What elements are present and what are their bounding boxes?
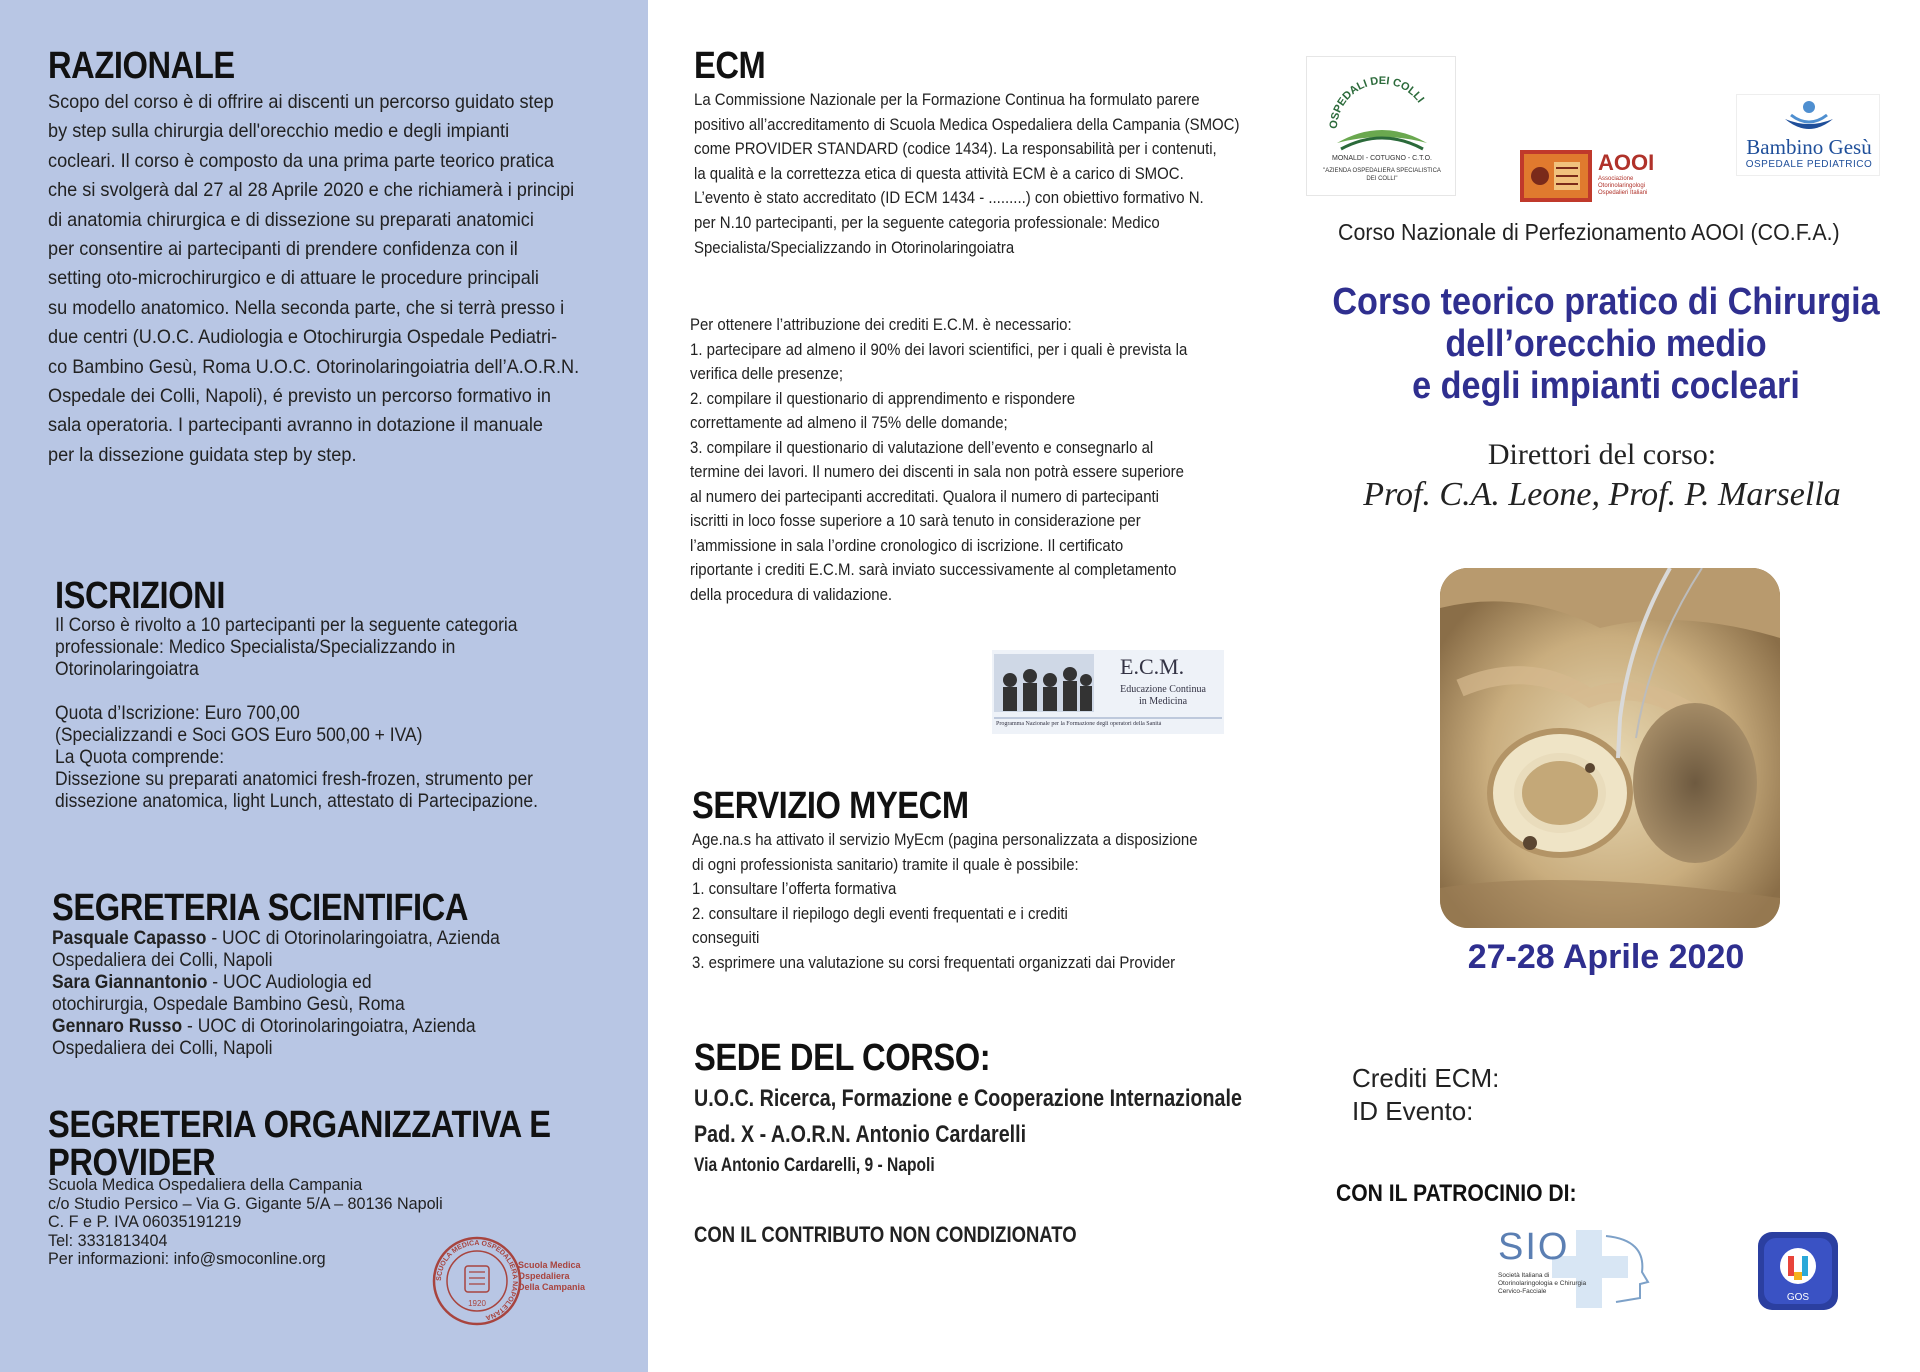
segreteria-organizzativa-heading xyxy=(48,1106,551,1182)
person-affiliation-cont: Ospedaliera dei Colli, Napoli xyxy=(52,1038,273,1059)
aooi-sub: Associazione Otorinolaringologi Ospedalieri Italiani xyxy=(1598,176,1648,196)
myecm-line: conseguiti xyxy=(692,928,760,947)
ecm-req-line: iscritti in loco fosse superiore a 10 sarà tenuto in considerazione per xyxy=(690,511,1141,530)
seal-text-line: Ospedaliera xyxy=(518,1271,570,1281)
person-name: Sara Giannantonio xyxy=(52,972,208,993)
ecm-logo-sub xyxy=(1108,684,1218,708)
course-title xyxy=(1292,281,1920,407)
iscrizioni-line xyxy=(55,681,570,703)
ospedali-dei-colli-logo xyxy=(1306,56,1456,196)
person-affiliation-cont: Ospedaliera dei Colli, Napoli xyxy=(52,950,273,971)
ecm-body xyxy=(694,88,1264,260)
bambino-gesu-sub: OSPEDALE PEDIATRICO xyxy=(1745,159,1873,170)
bambino-gesu-emblem-icon xyxy=(1783,99,1835,135)
iscrizioni-line: Il Corso è rivolto a 10 partecipanti per la seguente categoria xyxy=(55,615,518,636)
iscrizioni-line: Quota d’Iscrizione: Euro 700,00 xyxy=(55,703,300,724)
person-affiliation: - UOC di Otorinolaringoiatra, Azienda xyxy=(182,1016,476,1037)
bambino-gesu-logo xyxy=(1736,94,1880,176)
ecm-logo-sub2: in Medicina xyxy=(1138,696,1188,707)
id-evento-label: ID Evento: xyxy=(1352,1096,1474,1126)
iscrizioni-body xyxy=(55,615,615,813)
sede-line1: U.O.C. Ricerca, Formazione e Cooperazione Internazionale xyxy=(694,1085,1242,1112)
person-affiliation: - UOC Audiologia ed xyxy=(207,972,372,993)
crediti-label: Crediti ECM: xyxy=(1352,1063,1500,1093)
iscrizioni-line: Dissezione su preparati anatomici fresh-frozen, strumento per xyxy=(55,769,534,790)
seal-text-line: Della Campania xyxy=(518,1282,586,1292)
myecm-heading: SERVIZIO MYECM xyxy=(692,785,969,827)
myecm-line: di ogni professionista sanitario) tramite il quale è possibile: xyxy=(692,854,1079,874)
ecm-line: per N.10 partecipanti, per la seguente categoria professionale: Medico xyxy=(694,212,1160,232)
ecm-req-line: Per ottenere l’attribuzione dei crediti E.C.M. è necessario: xyxy=(690,315,1072,334)
razionale-line: setting oto-microchirurgico e di attuare le procedure principali xyxy=(48,267,539,290)
iscrizioni-line: Otorinolaringoiatra xyxy=(55,659,199,680)
ecm-req-line: 3. compilare il questionario di valutazione dell’evento e consegnarlo al xyxy=(690,437,1154,457)
organizzativa-line: c/o Studio Persico – Via G. Gigante 5/A – 80136 Napoli xyxy=(48,1193,443,1213)
ecm-heading: ECM xyxy=(694,45,766,87)
ecm-req-line: riportante i crediti E.C.M. sarà inviato successivamente al completamento xyxy=(690,560,1177,579)
ecm-logo-sub1: Educazione Continua xyxy=(1120,684,1206,695)
left-panel xyxy=(0,0,648,1372)
segreteria-organizzativa-heading-line1: SEGRETERIA ORGANIZZATIVA E xyxy=(48,1104,551,1146)
segreteria-organizzativa-heading-line2: PROVIDER xyxy=(48,1142,216,1184)
myecm-line: 3. esprimere una valutazione su corsi frequentati organizzati dai Provider xyxy=(692,952,1176,972)
razionale-line: per consentire ai partecipanti di prendere confidenza con il xyxy=(48,237,518,260)
ecm-line: la qualità e la correttezza etica di questa attività ECM è a carico di SMOC. xyxy=(694,163,1184,183)
person-row xyxy=(52,928,567,950)
razionale-heading: RAZIONALE xyxy=(48,45,235,87)
myecm-line: 2. consultare il riepilogo degli eventi frequentati e i crediti xyxy=(692,903,1068,923)
seal-text-line: Scuola Medica xyxy=(518,1260,581,1270)
ecm-line: La Commissione Nazionale per la Formazione Continua ha formulato parere xyxy=(694,90,1200,109)
razionale-body xyxy=(48,88,596,470)
directors-names: Prof. C.A. Leone, Prof. P. Marsella xyxy=(1363,476,1841,513)
smoc-seal-icon xyxy=(432,1236,522,1326)
course-title-line1: Corso teorico pratico di Chirurgia xyxy=(1332,281,1880,323)
razionale-line: cocleari. Il corso è composto da una prima parte teorico pratica xyxy=(48,149,555,172)
colli-desc: "AZIENDA OSPEDALIERA SPECIALISTICA DEI COLLI" xyxy=(1323,168,1441,182)
ecm-req-line: 1. partecipare ad almeno il 90% dei lavori scientifici, per i quali è prevista la xyxy=(690,339,1188,359)
iscrizioni-line: professionale: Medico Specialista/Specializzando in xyxy=(55,637,456,658)
course-title-line2: dell’orecchio medio xyxy=(1445,323,1767,365)
sede-line2: Pad. X - A.O.R.N. Antonio Cardarelli xyxy=(694,1121,1027,1148)
ecm-logo-title: E.C.M. xyxy=(1120,654,1185,679)
svg-text:SCUOLA MEDICA OSPEDALIERA NAPO xyxy=(436,1240,518,1321)
person-name: Pasquale Capasso xyxy=(52,928,207,949)
seal-label xyxy=(518,1260,585,1293)
aooi-emblem-icon xyxy=(1520,150,1592,202)
colli-sub: MONALDI - COTUGNO - C.T.O. xyxy=(1332,155,1432,162)
person-affiliation: - UOC di Otorinolaringoiatra, Azienda xyxy=(206,928,500,949)
razionale-line: by step sulla chirurgia dell'orecchio medio e degli impianti xyxy=(48,120,510,143)
organizzativa-line: Scuola Medica Ospedaliera della Campania xyxy=(48,1175,363,1194)
ecm-logo-foot: Programma Nazionale per la Formazione degli operatori della Sanità xyxy=(996,721,1162,727)
sio-logo xyxy=(1496,1226,1660,1312)
ecm-line: positivo all’accreditamento di Scuola Medica Ospedaliera della Campania (SMOC) xyxy=(694,114,1240,134)
patrocinio-label: CON IL PATROCINIO DI: xyxy=(1336,1180,1577,1207)
svg-text:OSPEDALI DEI COLLI xyxy=(1328,75,1426,129)
myecm-line: 1. consultare l’offerta formativa xyxy=(692,879,897,898)
razionale-line: che si svolgerà dal 27 al 28 Aprile 2020 e che richiamerà i principi xyxy=(48,179,575,202)
sio-sub: Società Italiana di Otorinolaringologia e Chirurgia Cervico-Facciale xyxy=(1498,1272,1587,1295)
ecm-line: L’evento è stato accreditato (ID ECM 1434 - .........) con obiettivo formativo N. xyxy=(694,188,1204,208)
organizzativa-line: Tel: 3331813404 xyxy=(48,1230,168,1250)
segreteria-scientifica-heading: SEGRETERIA SCIENTIFICA xyxy=(52,887,469,929)
person-affiliation-cont: otochirurgia, Ospedale Bambino Gesù, Roma xyxy=(52,994,405,1015)
gos-name: GOS xyxy=(1786,1292,1810,1303)
course-date: 27-28 Aprile 2020 xyxy=(1467,938,1745,976)
sede-address xyxy=(694,1081,1242,1179)
iscrizioni-heading: ISCRIZIONI xyxy=(55,575,226,617)
iscrizioni-line: (Specializzandi e Soci GOS Euro 500,00 + IVA) xyxy=(55,725,423,746)
seal-year: 1920 xyxy=(468,1299,486,1308)
ecm-req-line: termine dei lavori. Il numero dei discenti in sala non potrà essere superiore xyxy=(690,462,1184,481)
razionale-line: co Bambino Gesù, Roma U.O.C. Otorinolaringoiatria dell’A.O.R.N. xyxy=(48,355,580,378)
person-name: Gennaro Russo xyxy=(52,1016,183,1037)
razionale-line: sala operatoria. I partecipanti avranno in dotazione il manuale xyxy=(48,414,544,437)
sede-line3: Via Antonio Cardarelli, 9 - Napoli xyxy=(694,1155,935,1176)
directors-label: Direttori del corso: xyxy=(1487,438,1717,471)
ecm-logo xyxy=(992,650,1224,734)
course-title-line3: e degli impianti cocleari xyxy=(1412,365,1800,407)
seal-ring-text: SCUOLA MEDICA OSPEDALIERA NAPOLETANA xyxy=(435,1239,519,1321)
ecm-info xyxy=(1352,1062,1499,1128)
ecm-line: come PROVIDER STANDARD (codice 1434). La responsabilità per i contenuti, xyxy=(694,139,1217,159)
ecm-req-line: al numero dei partecipanti accreditati. Qualora il numero di partecipanti xyxy=(690,486,1159,506)
ecm-req-line: verifica delle presenze; xyxy=(690,364,844,383)
ecm-line: Specialista/Specializzando in Otorinolaringoiatra xyxy=(694,237,1015,257)
aooi-name: AOOI xyxy=(1598,150,1655,175)
ecm-requirements xyxy=(690,313,1260,607)
person-row xyxy=(52,972,567,994)
razionale-line: per la dissezione guidata step by step. xyxy=(48,443,357,466)
person-row xyxy=(52,1016,567,1038)
ecm-req-line: correttamente ad almeno il 75% delle domande; xyxy=(690,413,1008,432)
aooi-logo xyxy=(1520,150,1666,202)
colli-arc-text: OSPEDALI DEI COLLI xyxy=(1327,74,1427,130)
organizzativa-line: C. F e P. IVA 06035191219 xyxy=(48,1212,242,1231)
ecm-req-line: l’ammissione in sala l’ordine cronologico di iscrizione. Il certificato xyxy=(690,535,1124,555)
sede-heading: SEDE DEL CORSO: xyxy=(694,1037,991,1079)
razionale-line: su modello anatomico. Nella seconda parte, che si terrà presso i xyxy=(48,296,565,319)
organizzativa-line: Per informazioni: info@smoconline.org xyxy=(48,1249,326,1268)
razionale-line: due centri (U.O.C. Audiologia e Otochirurgia Ospedale Pediatri- xyxy=(48,326,558,349)
course-national: Corso Nazionale di Perfezionamento AOOI (CO.F.A.) xyxy=(1338,219,1840,245)
iscrizioni-line: La Quota comprende: xyxy=(55,747,225,768)
contributo-label: CON IL CONTRIBUTO NON CONDIZIONATO xyxy=(694,1222,1077,1247)
bambino-gesu-name: Bambino Gesù xyxy=(1746,135,1872,159)
gos-logo xyxy=(1758,1232,1838,1310)
razionale-line: Ospedale dei Colli, Napoli), é previsto un percorso formativo in xyxy=(48,384,551,407)
myecm-body xyxy=(692,828,1262,975)
anatomy-photo xyxy=(1440,568,1780,928)
segreteria-scientifica-body xyxy=(52,928,612,1060)
sio-name: SIO xyxy=(1498,1226,1570,1268)
ecm-req-line: della procedura di validazione. xyxy=(690,584,893,604)
middle-panel xyxy=(648,0,1292,1372)
razionale-line: Scopo del corso è di offrire ai discenti un percorso guidato step xyxy=(48,91,554,113)
myecm-line: Age.na.s ha attivato il servizio MyEcm (pagina personalizzata a disposizione xyxy=(692,830,1198,849)
razionale-line: di anatomia chirurgica e di dissezione su preparati anatomici xyxy=(48,208,534,231)
ecm-req-line: 2. compilare il questionario di apprendimento e rispondere xyxy=(690,388,1076,408)
iscrizioni-line: dissezione anatomica, light Lunch, attestato di Partecipazione. xyxy=(55,791,538,812)
